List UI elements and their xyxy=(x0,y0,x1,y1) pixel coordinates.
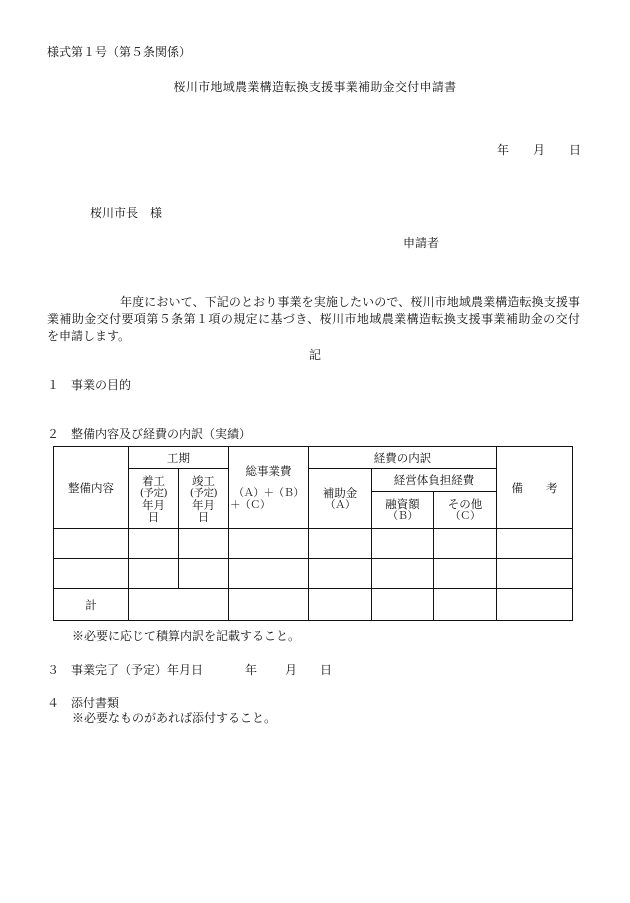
subsidy-label: 補助金 xyxy=(322,485,358,500)
total-row xyxy=(54,589,573,621)
start-planned: (予定) xyxy=(139,486,168,499)
table-cell xyxy=(54,559,129,589)
header-burden: 経営体負担経費 xyxy=(372,469,497,492)
table-cell xyxy=(54,529,129,559)
loan-code: （Ｂ） xyxy=(387,510,418,522)
table-cell xyxy=(229,589,309,621)
header-total-cost xyxy=(229,447,309,529)
table-cell xyxy=(497,589,573,621)
header-loan xyxy=(372,492,434,529)
table-cell xyxy=(229,559,309,589)
table-cell xyxy=(309,529,372,559)
table-cell xyxy=(129,589,229,621)
table-cell xyxy=(434,529,497,559)
table-cell xyxy=(229,529,309,559)
header-period: 工期 xyxy=(129,447,229,469)
note-attachments: ※必要なものがあれば添付すること。 xyxy=(72,711,277,725)
end-day: 日 xyxy=(197,509,210,524)
document-title: 桜川市地域農業構造転換支援事業補助金交付申請書 xyxy=(173,80,457,94)
loan-label: 融資額 xyxy=(385,497,420,511)
header-other xyxy=(434,492,497,529)
header-content: 整備内容 xyxy=(54,447,129,529)
total-cost-formula-2: ＋（Ｃ） xyxy=(230,498,270,511)
other-label: その他 xyxy=(447,497,483,511)
other-code: （Ｃ） xyxy=(450,510,480,522)
header-remarks: 備 考 xyxy=(497,447,573,529)
table-row xyxy=(54,529,573,559)
section-3-heading: ３ 事業完了（予定）年月日 xyxy=(47,663,204,677)
start-yearmonth: 年月 xyxy=(142,497,165,512)
section-1-heading: １ 事業の目的 xyxy=(47,378,132,392)
start-day: 日 xyxy=(147,509,160,524)
table-cell xyxy=(372,589,434,621)
table-row xyxy=(54,559,573,589)
table-cell xyxy=(179,559,229,589)
end-yearmonth: 年月 xyxy=(192,497,215,512)
header-breakdown: 経費の内訳 xyxy=(309,447,497,469)
application-date: 年 月 日 xyxy=(497,143,582,157)
body-text-line-2: 業補助金交付要項第５条第１項の規定に基づき、桜川市地域農業構造転換支援事業補助金の交付 xyxy=(47,312,580,326)
end-planned: (予定) xyxy=(189,486,218,499)
expense-table xyxy=(53,446,573,621)
subsidy-code: （Ａ） xyxy=(325,498,355,511)
total-cost-label: 総事業費 xyxy=(245,463,292,478)
header-subsidy xyxy=(309,469,372,529)
applicant-label: 申請者 xyxy=(403,236,440,250)
table-cell xyxy=(434,589,497,621)
header-row-1 xyxy=(54,447,573,469)
table-cell xyxy=(497,529,573,559)
table-cell xyxy=(434,559,497,589)
completion-month: 月 xyxy=(285,663,298,677)
end-label: 竣工 xyxy=(192,473,215,488)
table-cell xyxy=(129,559,179,589)
ki-heading: 記 xyxy=(308,348,321,362)
table-cell xyxy=(372,559,434,589)
table-cell xyxy=(309,589,372,621)
body-text-line-3: を申請します。 xyxy=(47,329,131,343)
completion-year: 年 xyxy=(245,663,258,677)
completion-day: 日 xyxy=(320,663,333,677)
table-cell xyxy=(497,559,573,589)
section-2-heading: ２ 整備内容及び経費の内訳（実績） xyxy=(47,427,252,441)
start-label: 着工 xyxy=(142,473,165,488)
table-cell xyxy=(309,559,372,589)
addressee: 桜川市長 様 xyxy=(90,206,163,220)
total-cost-formula-1: （Ａ）＋（Ｂ） xyxy=(233,486,304,499)
body-text-line-1: 年度において、下記のとおり事業を実施したいので、桜川市地域農業構造転換支援事 xyxy=(120,295,580,309)
total-label: 計 xyxy=(54,589,129,621)
table-cell xyxy=(129,529,179,559)
note-breakdown: ※必要に応じて積算内訳を記載すること。 xyxy=(72,629,301,643)
header-row-2 xyxy=(54,469,573,492)
table-cell xyxy=(372,529,434,559)
form-number: 様式第１号（第５条関係） xyxy=(47,45,192,59)
table-cell xyxy=(179,529,229,559)
section-4-heading: ４ 添付書類 xyxy=(47,696,120,710)
header-start xyxy=(129,469,179,529)
header-end xyxy=(179,469,229,529)
